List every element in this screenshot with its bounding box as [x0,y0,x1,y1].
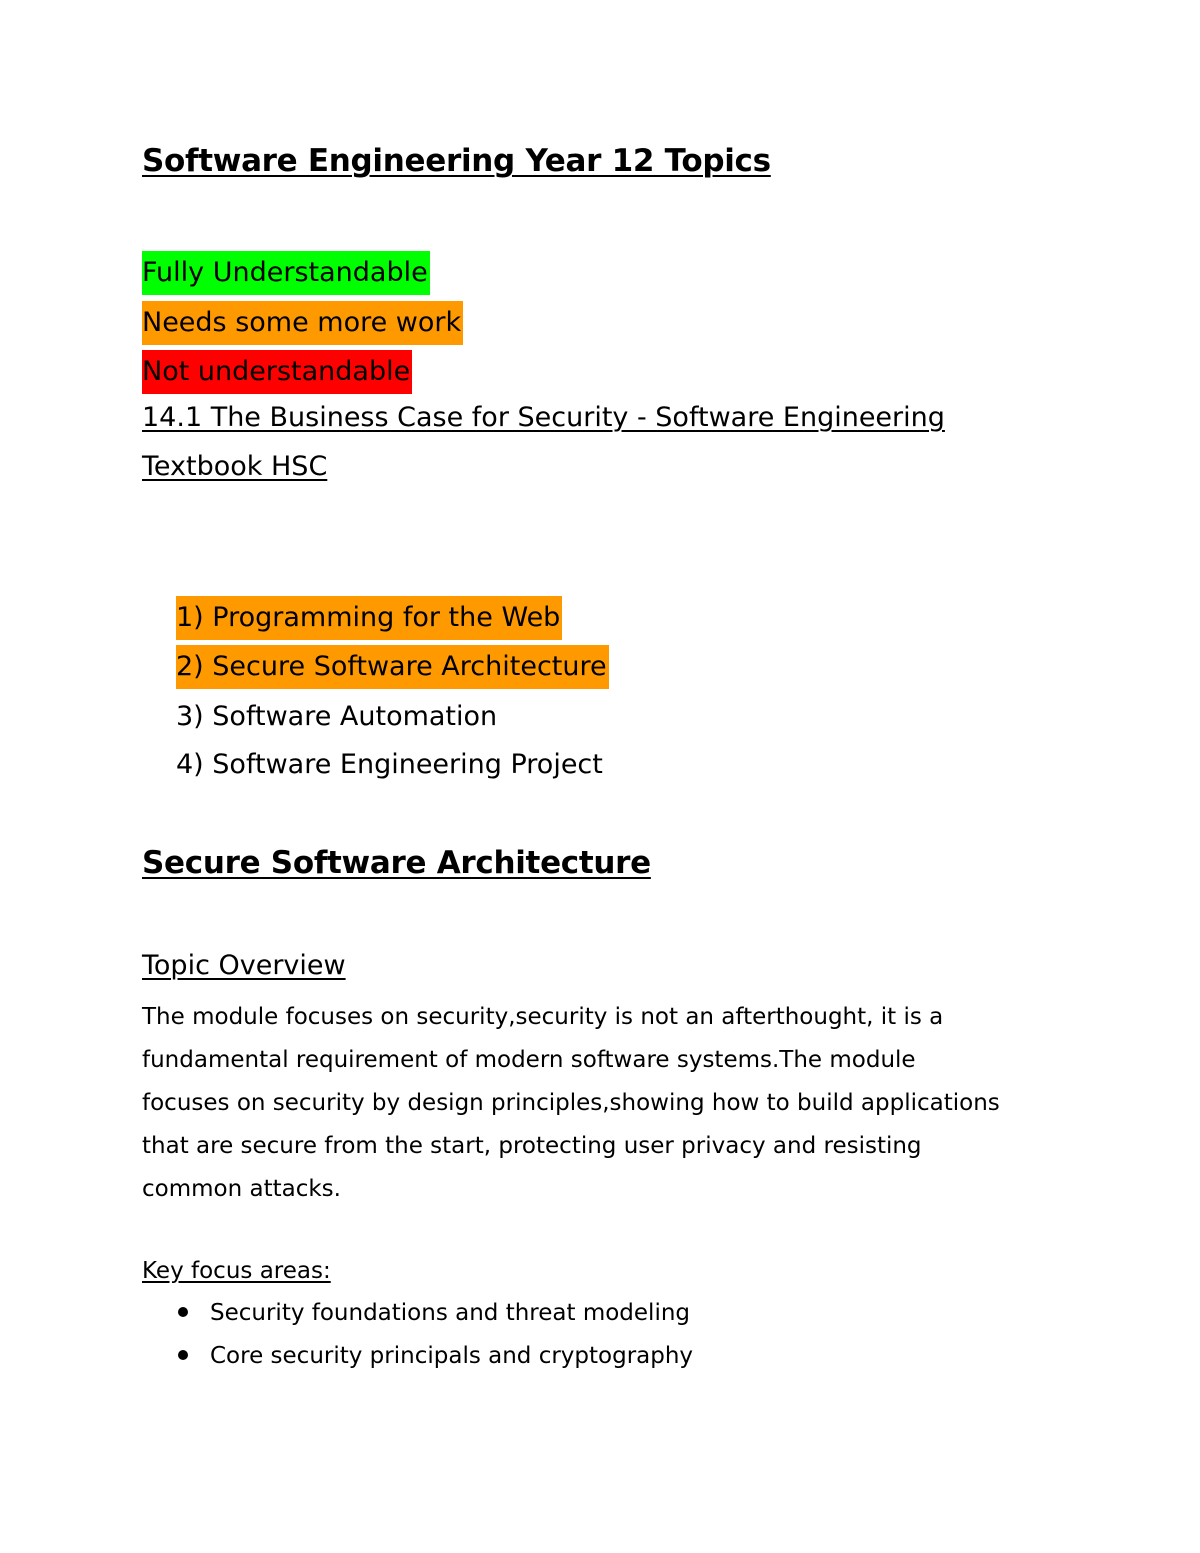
bullet-icon [178,1307,188,1317]
legend-needs-more-work: Needs some more work [142,301,463,345]
paragraph-line: common attacks. [142,1176,341,1202]
paragraph-line: that are secure from the start, protecting user privacy and resisting [142,1133,922,1159]
topic-item-software-automation: 3) Software Automation [176,701,498,732]
list-item [178,1300,690,1326]
list-item-text: Core security principals and cryptography [210,1343,694,1369]
section-heading: Secure Software Architecture [142,845,651,881]
legend-not-understandable: Not understandable [142,350,412,394]
list-item-text: Security foundations and threat modeling [210,1300,691,1326]
paragraph-line: fundamental requirement of modern software systems.The module [142,1047,916,1073]
topic-overview-subheading: Topic Overview [142,950,346,981]
legend-fully-understandable: Fully Understandable [142,251,430,295]
topic-item-secure-software-architecture: 2) Secure Software Architecture [176,645,609,689]
paragraph-line: The module focuses on security,security is not an afterthought, it is a [142,1004,944,1030]
bullet-icon [178,1350,188,1360]
topic-item-software-engineering-project: 4) Software Engineering Project [176,749,603,780]
textbook-link-line-2[interactable]: Textbook HSC [142,451,328,482]
page-title: Software Engineering Year 12 Topics [142,143,771,179]
topic-item-programming-for-web: 1) Programming for the Web [176,596,562,640]
textbook-link-line-1[interactable]: 14.1 The Business Case for Security - Software Engineering [142,402,945,433]
paragraph-line: focuses on security by design principles,showing how to build applications [142,1090,1000,1116]
topic-overview-paragraph [142,996,1072,1211]
key-focus-label: Key focus areas: [142,1258,331,1284]
list-item [178,1343,693,1369]
